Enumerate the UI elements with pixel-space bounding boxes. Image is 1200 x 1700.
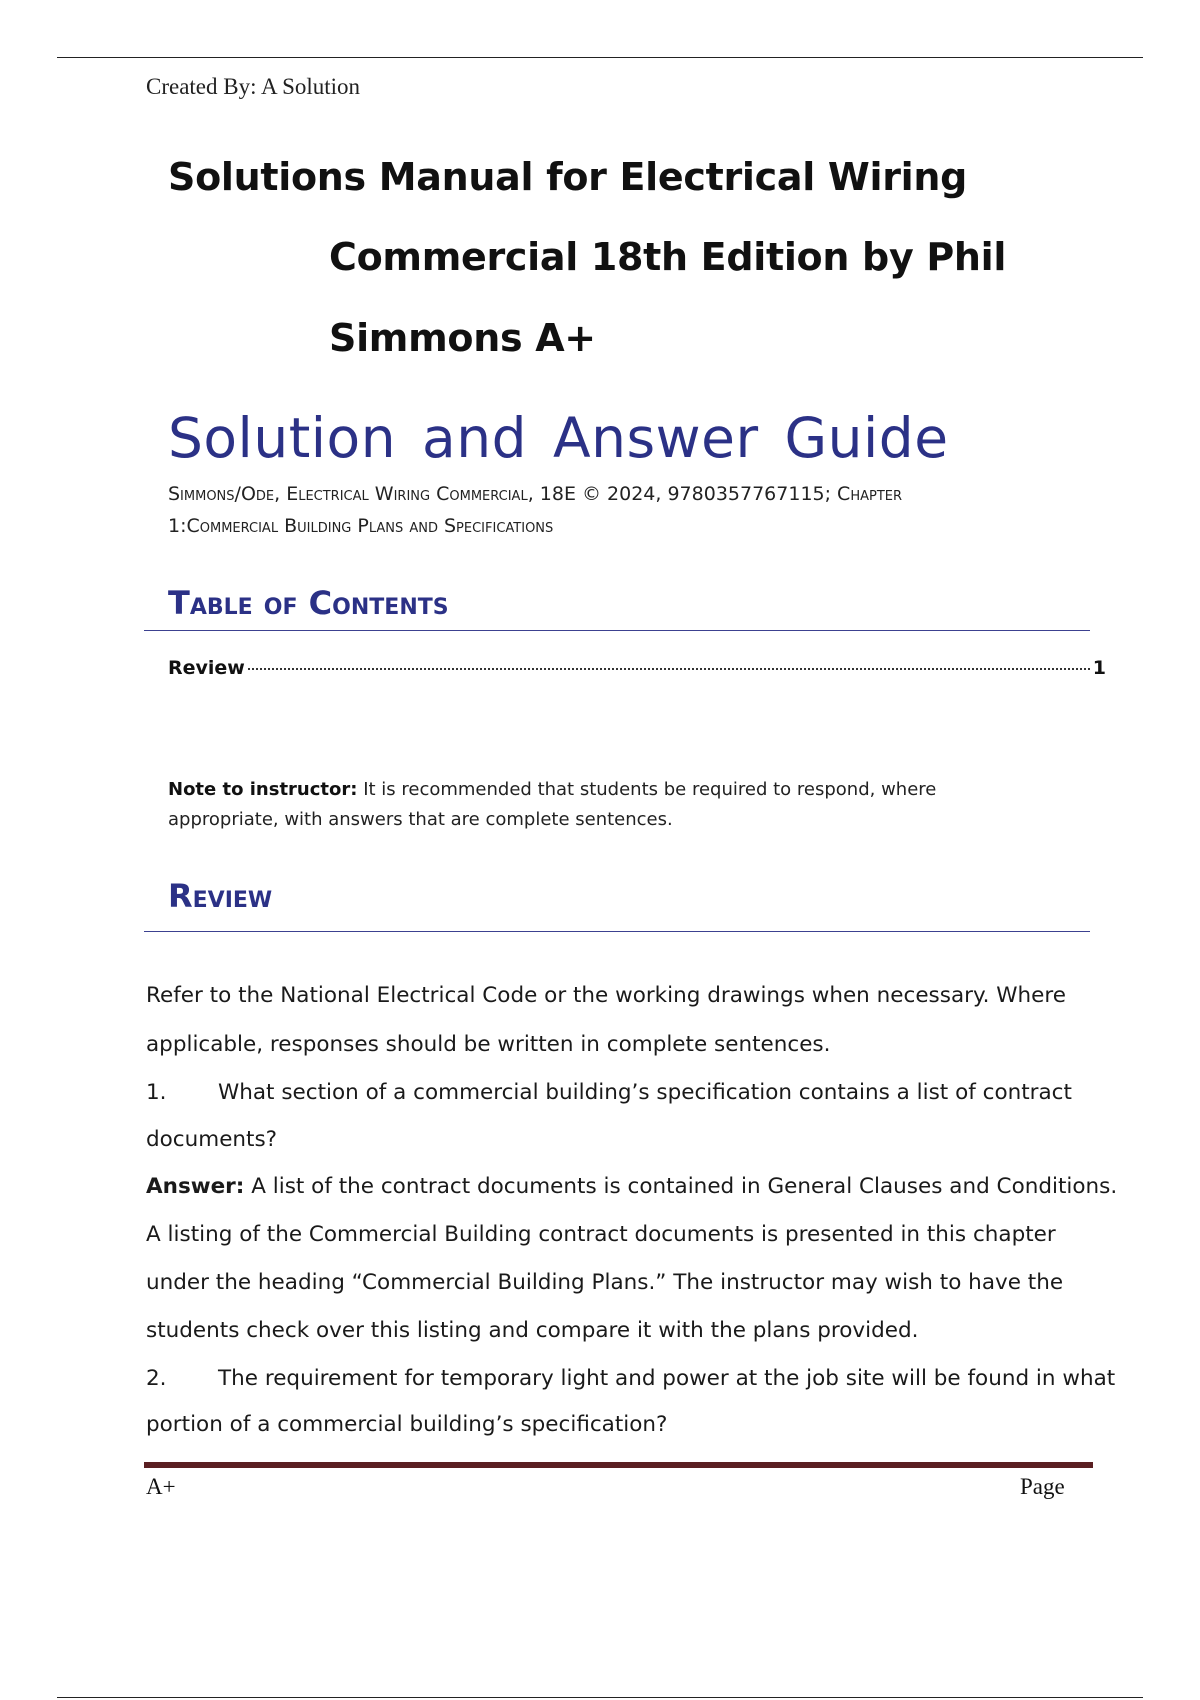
note-label: Note to instructor: — [168, 779, 358, 800]
answer-1 — [146, 1174, 1118, 1199]
toc-entry-label: Review — [168, 657, 245, 679]
toc-rule — [144, 630, 1090, 631]
doc-title-line-1: Solutions Manual for Electrical Wiring — [168, 155, 968, 199]
subtitle-line-2: 1:Commercial Building Plans and Specifications — [168, 515, 554, 537]
toc-heading: Table of Contents — [168, 584, 449, 622]
guide-subtitle — [168, 478, 1068, 542]
question-1-cont: documents? — [146, 1127, 278, 1152]
question-1-text: What section of a commercial building’s specification contains a list of contract — [218, 1080, 1072, 1105]
note-text-1: It is recommended that students be required to respond, where — [357, 779, 937, 800]
answer-1-text-1: A list of the contract documents is contained in General Clauses and Conditions. — [244, 1174, 1118, 1199]
answer-1-text-3: under the heading “Commercial Building Plans.” The instructor may wish to have the — [146, 1270, 1064, 1295]
answer-1-text-4: students check over this listing and compare it with the plans provided. — [146, 1318, 919, 1343]
question-2 — [146, 1366, 1116, 1391]
review-rule — [144, 931, 1090, 932]
answer-label: Answer: — [146, 1174, 245, 1199]
subtitle-line-1: Simmons/Ode, Electrical Wiring Commercial, 18E © 2024, 9780357767115; Chapter — [168, 483, 903, 505]
question-2-cont: portion of a commercial building’s specification? — [146, 1412, 668, 1437]
footer-page-label: Page — [1020, 1474, 1065, 1499]
toc-leader-dots — [248, 668, 1090, 670]
guide-heading: Solution and Answer Guide — [168, 406, 949, 470]
doc-title-line-3: Simmons A+ — [329, 316, 596, 360]
question-1-number: 1. — [146, 1080, 167, 1105]
bottom-rule — [57, 1697, 1143, 1698]
footer-grade: A+ — [146, 1474, 176, 1499]
review-heading: Review — [168, 877, 273, 915]
review-intro-1: Refer to the National Electrical Code or the working drawings when necessary. Where — [146, 983, 1066, 1008]
question-2-number: 2. — [146, 1366, 167, 1391]
question-2-text: The requirement for temporary light and power at the job site will be found in what — [218, 1366, 1116, 1391]
question-1 — [146, 1080, 1106, 1105]
instructor-note — [168, 775, 998, 835]
footer-rule — [144, 1462, 1093, 1468]
review-intro-2: applicable, responses should be written in complete sentences. — [146, 1032, 831, 1057]
doc-title-line-2: Commercial 18th Edition by Phil — [329, 235, 1007, 279]
answer-1-text-2: A listing of the Commercial Building contract documents is presented in this chapter — [146, 1222, 1056, 1247]
toc-entry-page: 1 — [1092, 657, 1106, 679]
note-text-2: appropriate, with answers that are complete sentences. — [168, 809, 673, 830]
created-by: Created By: A Solution — [146, 74, 361, 99]
header-rule — [57, 57, 1143, 58]
toc-entry-review[interactable] — [168, 657, 1106, 679]
